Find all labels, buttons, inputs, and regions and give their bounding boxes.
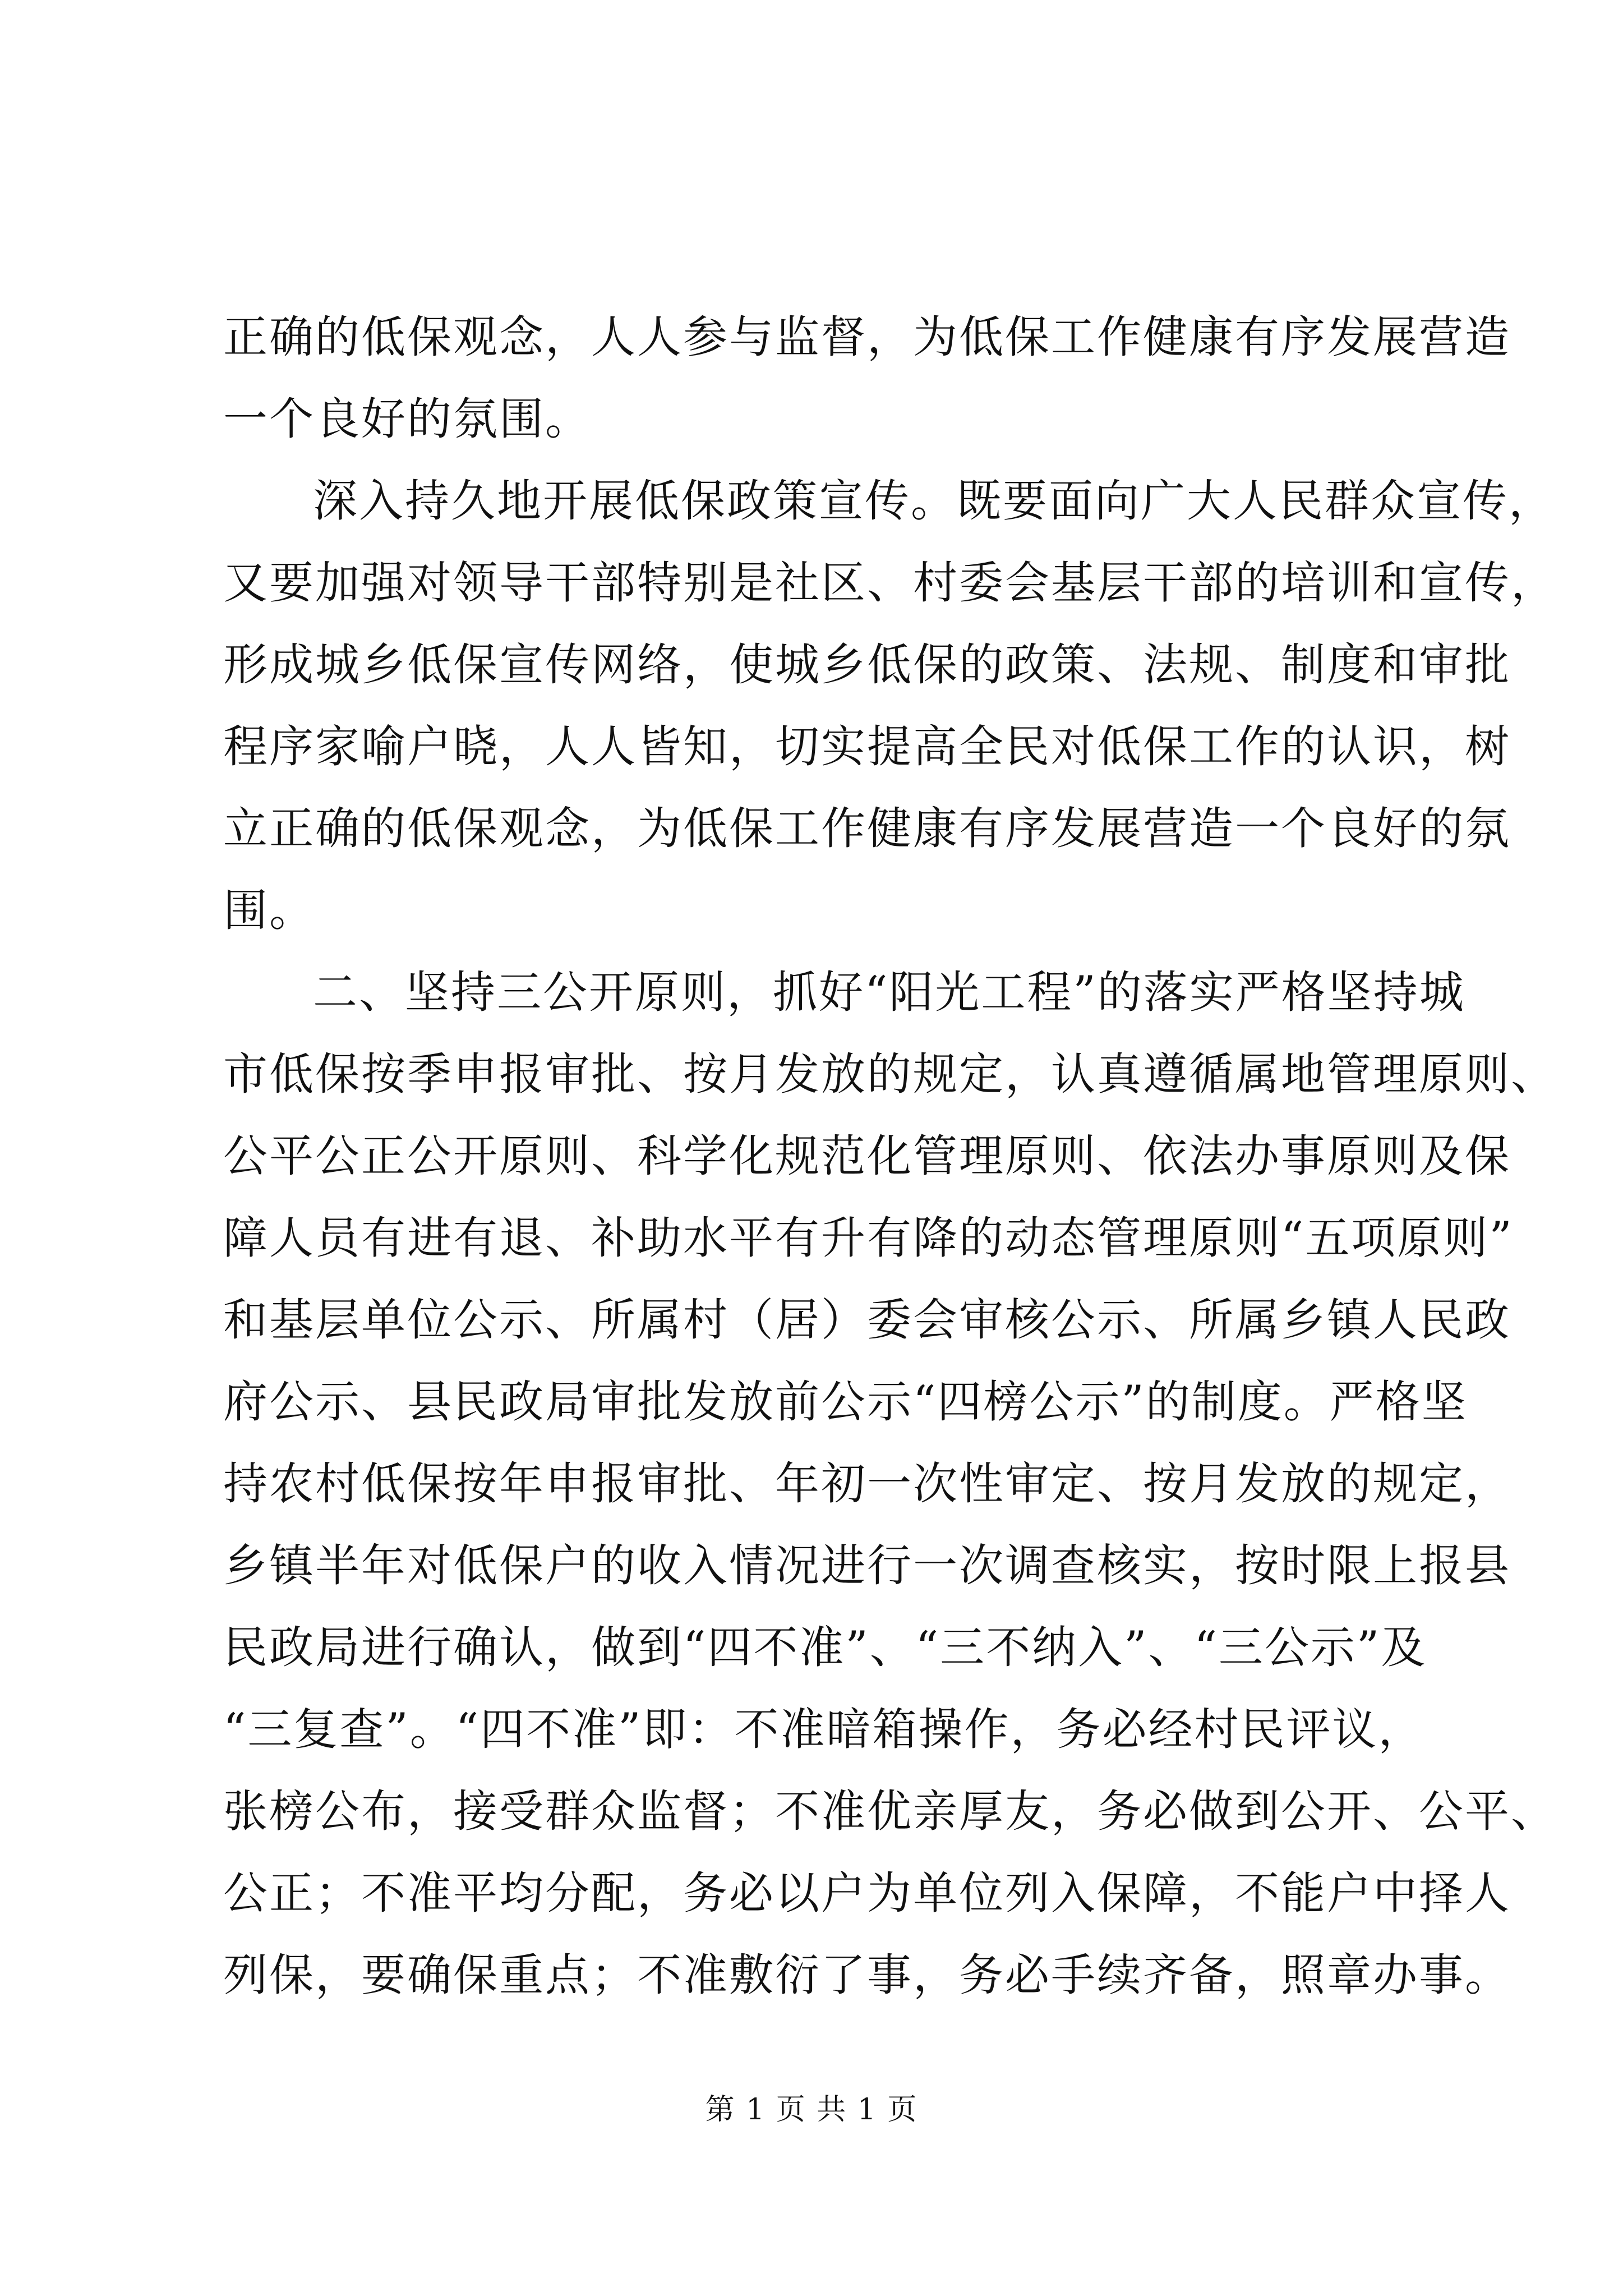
text-line-7: 立正确的低保观念，为低保工作健康有序发展营造一个良好的氛 — [223, 803, 1511, 854]
text-line-13: 和基层单位公示、所属村（居）委会审核公示、所属乡镇人民政 — [223, 1294, 1511, 1346]
text-line-14: 府公示、县民政局审批发放前公示“四榜公示”的制度。严格坚 — [223, 1376, 1468, 1428]
text-line-18: “三复查”。“四不准”即：不准暗箱操作，务必经村民评议， — [223, 1704, 1424, 1755]
text-line-9: 二、坚持三公开原则，抓好“阳光工程”的落实严格坚持城 — [313, 967, 1465, 1018]
text-line-6: 程序家喻户晓，人人皆知，切实提高全民对低保工作的认识，树 — [223, 721, 1511, 772]
text-line-4: 又要加强对领导干部特别是社区、村委会基层干部的培训和宣传， — [223, 557, 1557, 609]
text-line-10: 市低保按季申报审批、按月发放的规定，认真遵循属地管理原则、 — [223, 1048, 1557, 1100]
text-line-2: 一个良好的氛围。 — [223, 393, 591, 445]
text-line-3: 深入持久地开展低保政策宣传。既要面向广大人民群众宣传， — [313, 475, 1555, 527]
text-line-15: 持农村低保按年申报审批、年初一次性审定、按月发放的规定， — [223, 1458, 1511, 1510]
text-line-20: 公正；不准平均分配，务必以户为单位列入保障，不能户中择人 — [223, 1867, 1511, 1919]
text-line-17: 民政局进行确认，做到“四不准”、“三不纳入”、“三公示”及 — [223, 1622, 1427, 1673]
page-footer: 第 1 页 共 1 页 — [705, 2093, 918, 2127]
text-line-1: 正确的低保观念，人人参与监督，为低保工作健康有序发展营造 — [223, 311, 1511, 363]
text-line-16: 乡镇半年对低保户的收入情况进行一次调查核实，按时限上报县 — [223, 1540, 1511, 1591]
text-line-8: 围。 — [223, 885, 315, 936]
text-line-19: 张榜公布，接受群众监督；不准优亲厚友，务必做到公开、公平、 — [223, 1786, 1557, 1837]
text-line-12: 障人员有进有退、补助水平有升有降的动态管理原则“五项原则” — [223, 1212, 1514, 1264]
text-line-11: 公平公正公开原则、科学化规范化管理原则、依法办事原则及保 — [223, 1130, 1511, 1182]
text-line-21: 列保，要确保重点；不准敷衍了事，务必手续齐备，照章办事。 — [223, 1949, 1511, 2001]
text-line-5: 形成城乡低保宣传网络，使城乡低保的政策、法规、制度和审批 — [223, 639, 1511, 691]
document-body — [223, 296, 1557, 2016]
